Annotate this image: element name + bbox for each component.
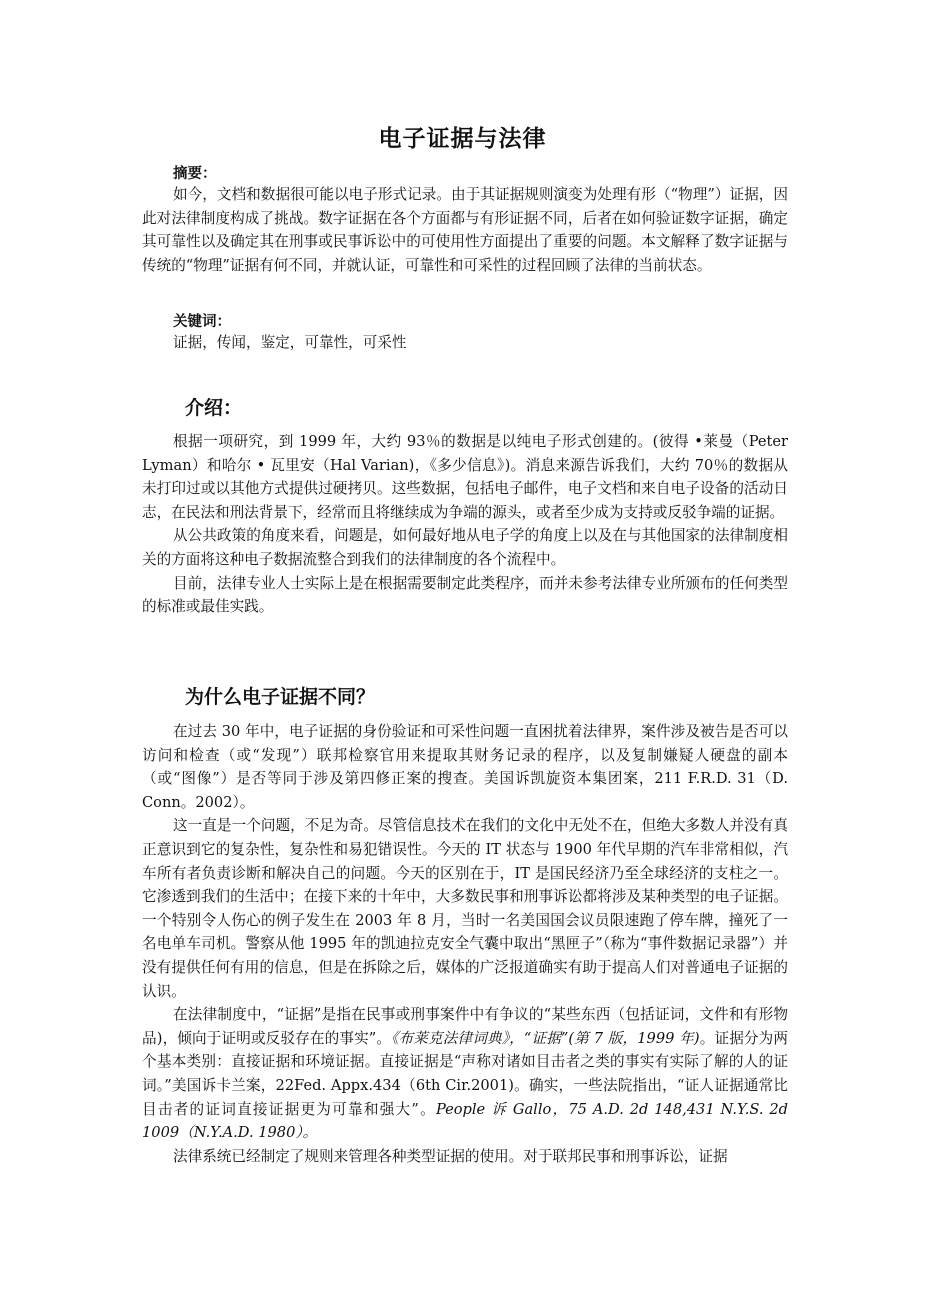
keywords-paragraph: 证据，传闻，鉴定，可靠性，可采性 <box>173 334 407 351</box>
why-paragraph-4: 法律系统已经制定了规则来管理各种类型证据的使用。对于联邦民事和刑事诉讼，证据 <box>173 1147 728 1165</box>
page-title: 电子证据与法律 <box>378 126 547 152</box>
intro-paragraph-1: 根据一项研究，到 1999 年，大约 93％的数据是以纯电子形式创建的。(彼得 •莱曼（Peter Lyman）和哈尔 • 瓦里安（Hal Varian)，《多少信息》)。消息来源告诉我们，大约 70％的数据从未打印过或以其他方式提供过硬拷贝。这些数据，包括电子邮件，电子文档和来自电子设备的活动日志，在民法和刑法背景下，经常而且将继续成为争端的源头，或者至少成为支持或反驳争端的证据。 <box>142 433 788 521</box>
why-paragraph-2: 这一直是一个问题，不足为奇。尽管信息技术在我们的文化中无处不在，但绝大多数人并没有真正意识到它的复杂性，复杂性和易犯错误性。今天的 IT 状态与 1900 年代早期的汽车非常相似，汽车所有者负责诊断和解决自己的问题。今天的区别在于，IT 是国民经济乃至全球经济的支柱之一。它渗透到我们的生活中；在接下来的十年中，大多数民事和刑事诉讼都将涉及某种类型的电子证据。一个特别令人伤心的例子发生在 2003 年 8 月，当时一名美国国会议员限速跑了停车牌，撞死了一名电单车司机。警察从他 1995 年的凯迪拉克安全气囊中取出“黑匣子”（称为“事件数据记录器”）并没有提供任何有用的信息，但是在拆除之后，媒体的广泛报道确实有助于提高人们对普通电子证据的认识。 <box>142 817 788 1000</box>
why-paragraph-3-text-a: 在法律制度中，“证据”是指在民事或刑事案件中有争议的“某些东西（包括证词，文件和有形物品)，倾向于证明或反驳存在的事实”。 <box>142 1006 788 1047</box>
why-different-body <box>142 720 788 1168</box>
why-paragraph-3-text-b: 。证据分为两个基本类别：直接证据和环境证据。直接证据是“声称对诸如目击者之类的事实有实际了解的人的证词。”美国诉卡兰案，22Fed. Appx.434（6th Cir.2001)。确实，一些法院指出，“证人证据通常比目击者的证词直接证据更为可靠和强大”。 <box>142 1029 788 1118</box>
citation-people-v-gallo: People 诉 Gallo，75 A.D. 2d 148,431 N.Y.S. 2d 1009（N.Y.A.D. 1980）。 <box>142 1100 788 1142</box>
abstract-label: 摘要： <box>173 166 217 182</box>
section-heading-why-different: 为什么电子证据不同？ <box>185 686 376 708</box>
keywords-body <box>142 331 788 355</box>
citation-blacks-law: 《布莱克法律词典》，“证据”(第 7 版，1999 年) <box>391 1029 700 1047</box>
abstract-body <box>142 183 788 277</box>
why-paragraph-1: 在过去 30 年中，电子证据的身份验证和可采性问题一直困扰着法律界，案件涉及被告是否可以访问和检查（或“发现”）联邦检察官用来提取其财务记录的程序，以及复制嫌疑人硬盘的副本（或“图像”）是否等同于涉及第四修正案的搜查。美国诉凯旋资本集团案，211 F.R.D. 31（D. Conn。2002）。 <box>142 723 788 811</box>
abstract-paragraph: 如今，文档和数据很可能以电子形式记录。由于其证据规则演变为处理有形（“物理”）证据，因此对法律制度构成了挑战。数字证据在各个方面都与有形证据不同，后者在如何验证数字证据，确定其可靠性以及确定其在刑事或民事诉讼中的可使用性方面提出了重要的问题。本文解释了数字证据与传统的“物理”证据有何不同，并就认证，可靠性和可采性的过程回顾了法律的当前状态。 <box>142 186 788 274</box>
why-paragraph-3 <box>142 1003 788 1145</box>
intro-paragraph-3: 目前，法律专业人士实际上是在根据需要制定此类程序，而并未参考法律专业所颁布的任何类型的标准或最佳实践。 <box>142 574 788 616</box>
intro-body <box>142 430 788 619</box>
section-heading-intro: 介绍： <box>185 397 243 419</box>
intro-paragraph-2: 从公共政策的角度来看，问题是，如何最好地从电子学的角度上以及在与其他国家的法律制度相关的方面将这种电子数据流整合到我们的法律制度的各个流程中。 <box>142 527 788 568</box>
keywords-label: 关键词： <box>173 314 231 330</box>
